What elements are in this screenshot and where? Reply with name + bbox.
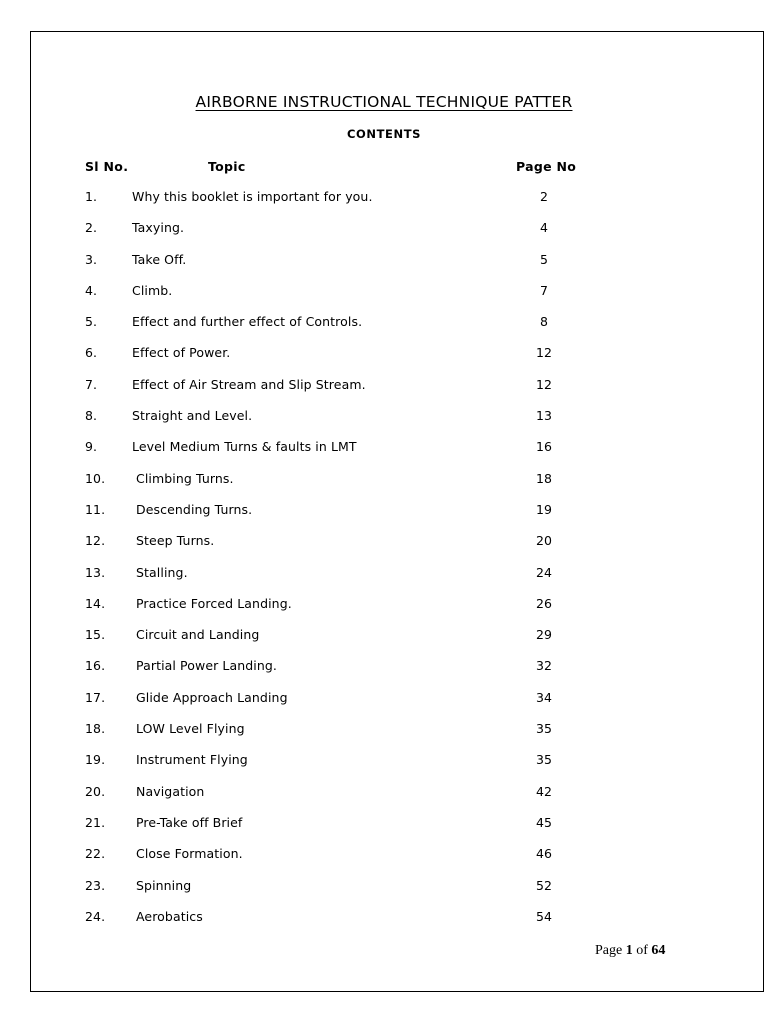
entry-topic: Effect of Air Stream and Slip Stream. — [132, 376, 366, 392]
table-header — [0, 159, 768, 177]
entry-number: 20. — [85, 783, 106, 799]
entry-number: 22. — [85, 846, 106, 862]
entry-number: 6. — [85, 345, 98, 361]
list-item — [0, 627, 768, 658]
entry-number: 4. — [85, 282, 98, 298]
entry-page-number: 35 — [535, 721, 553, 737]
list-item — [0, 721, 768, 752]
entry-page-number: 35 — [535, 752, 553, 768]
footer-page-word: Page — [595, 943, 623, 958]
entry-topic: Steep Turns. — [136, 533, 215, 549]
entry-page-number: 12 — [535, 376, 553, 392]
entry-number: 8. — [85, 408, 98, 424]
entry-topic: Level Medium Turns & faults in LMT — [132, 439, 357, 455]
entry-page-number: 18 — [535, 470, 553, 486]
list-item — [0, 314, 768, 345]
entry-topic: Effect of Power. — [132, 345, 231, 361]
entry-page-number: 7 — [539, 282, 549, 298]
entry-topic: Stalling. — [136, 564, 188, 580]
entry-topic: Circuit and Landing — [136, 627, 260, 643]
entry-page-number: 46 — [535, 846, 553, 862]
entry-page-number: 32 — [535, 658, 553, 674]
header-sl-no: Sl No. — [85, 159, 129, 174]
list-item — [0, 189, 768, 220]
entry-page-number: 19 — [535, 501, 553, 517]
entry-page-number: 54 — [535, 908, 553, 924]
entry-topic: Straight and Level. — [132, 408, 253, 424]
list-item — [0, 658, 768, 689]
footer-total-pages: 64 — [651, 943, 666, 958]
list-item — [0, 690, 768, 721]
entry-number: 1. — [85, 189, 98, 204]
list-item — [0, 220, 768, 251]
list-item — [0, 909, 768, 940]
list-item — [0, 377, 768, 408]
entry-page-number: 24 — [535, 564, 553, 580]
footer-of-word: of — [636, 943, 648, 958]
entry-number: 11. — [85, 501, 106, 517]
footer-current-page: 1 — [625, 943, 633, 958]
entry-number: 23. — [85, 877, 106, 893]
entry-topic: Climbing Turns. — [136, 470, 234, 486]
entry-topic: LOW Level Flying — [136, 721, 245, 737]
entry-topic: Descending Turns. — [136, 501, 253, 517]
entry-number: 21. — [85, 814, 106, 830]
list-item — [0, 283, 768, 314]
list-item — [0, 252, 768, 283]
entry-number: 5. — [85, 314, 98, 330]
entry-page-number: 8 — [539, 314, 549, 330]
entry-number: 13. — [85, 564, 106, 580]
entry-page-number: 13 — [535, 408, 553, 424]
entry-topic: Glide Approach Landing — [136, 689, 288, 705]
entry-number: 2. — [85, 220, 98, 236]
entry-number: 3. — [85, 251, 98, 267]
entry-topic: Spinning — [136, 877, 192, 893]
entry-topic: Practice Forced Landing. — [136, 595, 292, 611]
entry-topic: Why this booklet is important for you. — [132, 189, 373, 204]
entry-number: 18. — [85, 721, 106, 737]
entry-topic: Partial Power Landing. — [136, 658, 278, 674]
entry-number: 10. — [85, 470, 106, 486]
entry-topic: Climb. — [132, 282, 173, 298]
entry-topic: Pre-Take off Brief — [136, 814, 243, 830]
entry-topic: Take Off. — [132, 251, 187, 267]
entry-number: 9. — [85, 439, 98, 455]
list-item — [0, 471, 768, 502]
entry-page-number: 52 — [535, 877, 553, 893]
list-item — [0, 596, 768, 627]
entry-number: 15. — [85, 627, 106, 643]
list-item — [0, 345, 768, 376]
document-title: AIRBORNE INSTRUCTIONAL TECHNIQUE PATTER — [195, 93, 573, 111]
entry-number: 19. — [85, 752, 106, 768]
list-item — [0, 878, 768, 909]
list-item — [0, 439, 768, 470]
entry-topic: Effect and further effect of Controls. — [132, 314, 363, 330]
list-item — [0, 408, 768, 439]
entry-page-number: 45 — [535, 814, 553, 830]
page-footer — [595, 943, 665, 959]
contents-heading: CONTENTS — [346, 127, 422, 141]
entry-page-number: 5 — [539, 251, 549, 267]
entry-number: 17. — [85, 689, 106, 705]
entry-page-number: 29 — [535, 627, 553, 643]
entry-page-number: 12 — [535, 345, 553, 361]
list-item — [0, 752, 768, 783]
entry-page-number: 4 — [539, 220, 549, 236]
entry-topic: Close Formation. — [136, 846, 243, 862]
entry-topic: Navigation — [136, 783, 205, 799]
entry-number: 12. — [85, 533, 106, 549]
list-item — [0, 846, 768, 877]
entry-page-number: 16 — [535, 439, 553, 455]
list-item — [0, 565, 768, 596]
list-item — [0, 784, 768, 815]
entry-page-number: 2 — [539, 189, 549, 204]
entry-page-number: 42 — [535, 783, 553, 799]
entry-number: 24. — [85, 908, 106, 924]
header-topic: Topic — [208, 159, 246, 174]
entry-number: 14. — [85, 595, 106, 611]
entry-page-number: 26 — [535, 595, 553, 611]
list-item — [0, 533, 768, 564]
header-page-no: Page No — [516, 159, 577, 174]
entry-number: 16. — [85, 658, 106, 674]
entry-number: 7. — [85, 376, 98, 392]
entry-topic: Instrument Flying — [136, 752, 248, 768]
entry-page-number: 34 — [535, 689, 553, 705]
contents-list — [0, 189, 768, 940]
entry-topic: Taxying. — [132, 220, 185, 236]
list-item — [0, 502, 768, 533]
entry-topic: Aerobatics — [136, 908, 203, 924]
list-item — [0, 815, 768, 846]
entry-page-number: 20 — [535, 533, 553, 549]
